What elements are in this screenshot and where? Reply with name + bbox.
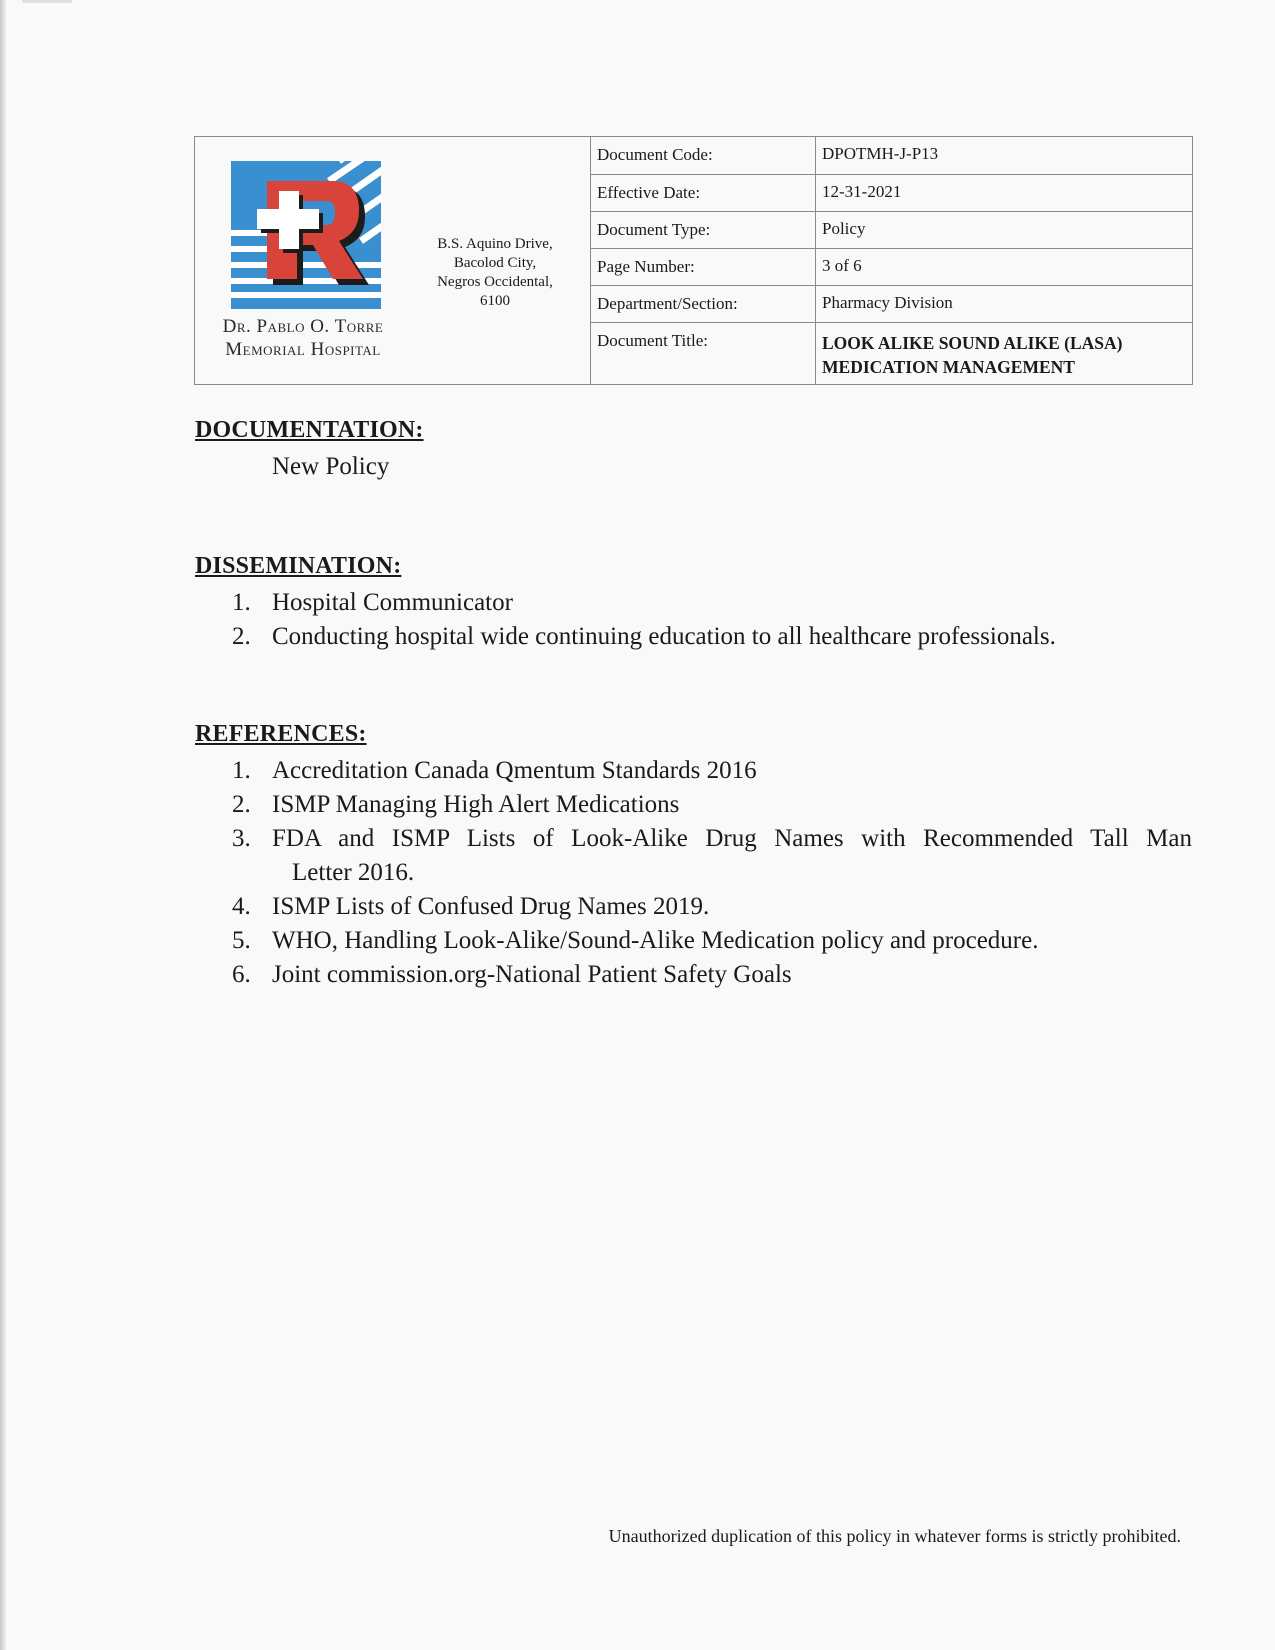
references-heading: REFERENCES:	[195, 721, 367, 747]
document-meta-table	[590, 137, 1192, 385]
document-header	[194, 136, 1193, 385]
list-item	[220, 754, 1192, 788]
meta-row	[591, 285, 1193, 322]
list-text: WHO, Handling Look-Alike/Sound-Alike Medication policy and procedure.	[272, 927, 1039, 954]
logo-cell	[195, 137, 591, 384]
meta-label: Department/Section:	[591, 285, 816, 322]
footer-notice: Unauthorized duplication of this policy in whatever forms is strictly prohibited.	[608, 1526, 1181, 1546]
list-item	[220, 788, 1192, 822]
hospital-name-line1: Dr. Pablo O. Torre	[222, 316, 384, 337]
meta-value: 12-31-2021	[816, 174, 1193, 211]
list-number: 6.	[232, 961, 251, 988]
list-text-continued: Letter 2016.	[292, 859, 415, 886]
list-text: Joint commission.org-National Patient Safety Goals	[272, 961, 792, 988]
document-title-line2: MEDICATION MANAGEMENT	[822, 356, 1075, 377]
list-text: FDA and ISMP Lists of Look-Alike Drug Names with Recommended Tall Man	[272, 825, 1192, 852]
list-number: 1.	[232, 757, 251, 784]
list-item	[220, 890, 1192, 924]
documentation-text: New Policy	[272, 453, 390, 480]
hospital-address	[415, 235, 575, 311]
dissemination-heading: DISSEMINATION:	[195, 553, 402, 579]
list-number: 2.	[232, 623, 251, 650]
hospital-name	[203, 315, 403, 361]
address-line: Negros Occidental,	[437, 274, 553, 290]
meta-label: Document Code:	[591, 137, 816, 174]
list-number: 3.	[232, 825, 251, 852]
list-text: Accreditation Canada Qmentum Standards 2016	[272, 757, 757, 784]
meta-label: Effective Date:	[591, 174, 816, 211]
documentation-heading: DOCUMENTATION:	[195, 417, 424, 443]
list-number: 5.	[232, 927, 251, 954]
scan-mark	[22, 0, 72, 3]
list-item	[220, 620, 1056, 654]
meta-row	[591, 248, 1193, 285]
address-line: Bacolod City,	[453, 255, 537, 271]
page-edge-shadow	[0, 0, 6, 1650]
meta-value: Policy	[816, 211, 1193, 248]
list-text: Hospital Communicator	[272, 589, 513, 616]
list-item	[220, 822, 1192, 890]
meta-label: Document Title:	[591, 322, 816, 385]
hospital-name-line2: Memorial Hospital	[225, 339, 381, 360]
list-number: 1.	[232, 589, 251, 616]
meta-row-title	[591, 322, 1193, 385]
address-line: 6100	[480, 293, 510, 309]
meta-label: Page Number:	[591, 248, 816, 285]
references-list	[220, 754, 1192, 992]
list-item	[220, 586, 1056, 620]
meta-value: DPOTMH-J-P13	[816, 137, 1193, 174]
meta-value: 3 of 6	[816, 248, 1193, 285]
list-number: 2.	[232, 791, 251, 818]
list-item	[220, 924, 1192, 958]
list-text: ISMP Managing High Alert Medications	[272, 791, 680, 818]
meta-label: Document Type:	[591, 211, 816, 248]
meta-value: Pharmacy Division	[816, 285, 1193, 322]
address-line: B.S. Aquino Drive,	[437, 236, 553, 252]
meta-row	[591, 137, 1193, 174]
list-text: Conducting hospital wide continuing education to all healthcare professionals.	[272, 623, 1056, 650]
document-title	[816, 322, 1193, 385]
list-text: ISMP Lists of Confused Drug Names 2019.	[272, 893, 710, 920]
hospital-logo-icon	[231, 161, 391, 311]
meta-row	[591, 174, 1193, 211]
document-title-line1: LOOK ALIKE SOUND ALIKE (LASA)	[822, 332, 1123, 353]
list-item	[220, 958, 1192, 992]
list-number: 4.	[232, 893, 251, 920]
dissemination-list	[220, 586, 1056, 654]
meta-row	[591, 211, 1193, 248]
